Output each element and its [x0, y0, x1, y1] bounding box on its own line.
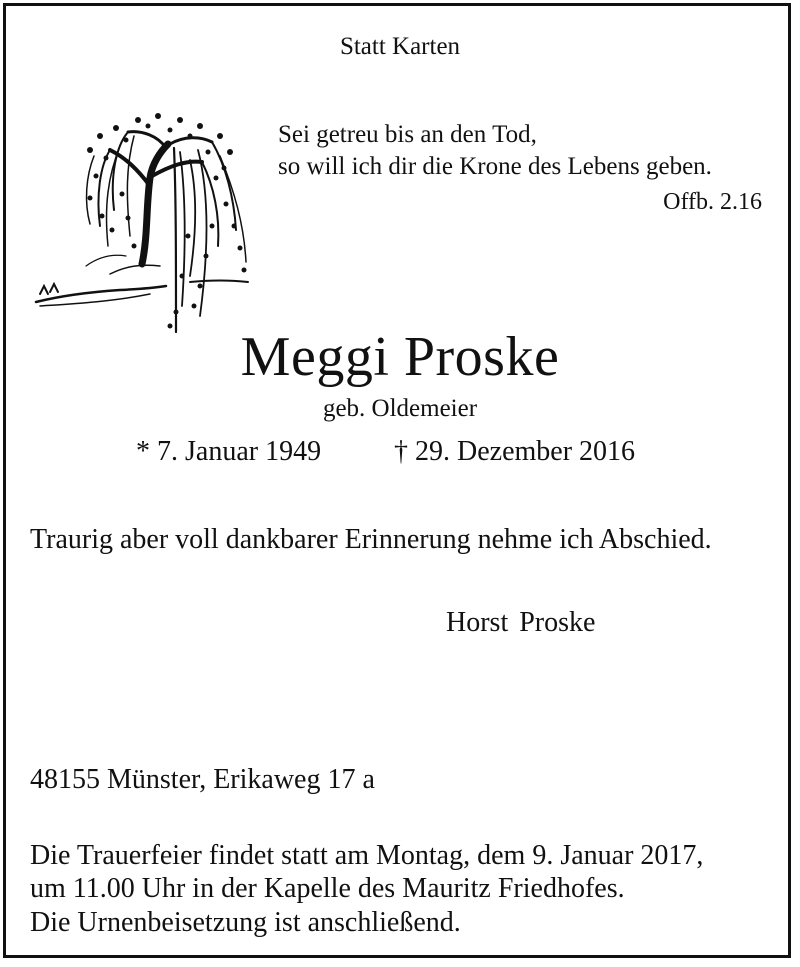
ceremony-line-3: Die Urnenbeisetzung ist anschließend.: [30, 907, 461, 938]
ceremony-line-1: Die Trauerfeier findet statt am Montag, dem 9. Januar 2017,: [30, 840, 704, 871]
header-title: Statt Karten: [339, 33, 461, 60]
verse-line-2: so will ich dir die Krone des Lebens geben.: [278, 153, 712, 180]
ceremony-line-2: um 11.00 Uhr in der Kapelle des Mauritz Friedhofes.: [30, 873, 625, 904]
birth-date: * 7. Januar 1949: [136, 436, 322, 467]
signer-name: Horst Proske: [446, 607, 596, 638]
verse-line-1: Sei getreu bis an den Tod,: [278, 121, 537, 148]
verse-reference: Offb. 2.16: [663, 189, 762, 215]
death-date: † 29. Dezember 2016: [394, 436, 636, 467]
willow-tree-icon: [30, 106, 254, 338]
address: 48155 Münster, Erikaweg 17 a: [30, 764, 375, 795]
maiden-name: geb. Oldemeier: [322, 395, 478, 422]
notice-frame: [3, 3, 791, 958]
deceased-name: Meggi Proske: [240, 326, 560, 388]
farewell-message: Traurig aber voll dankbarer Erinnerung nehme ich Abschied.: [30, 524, 712, 555]
